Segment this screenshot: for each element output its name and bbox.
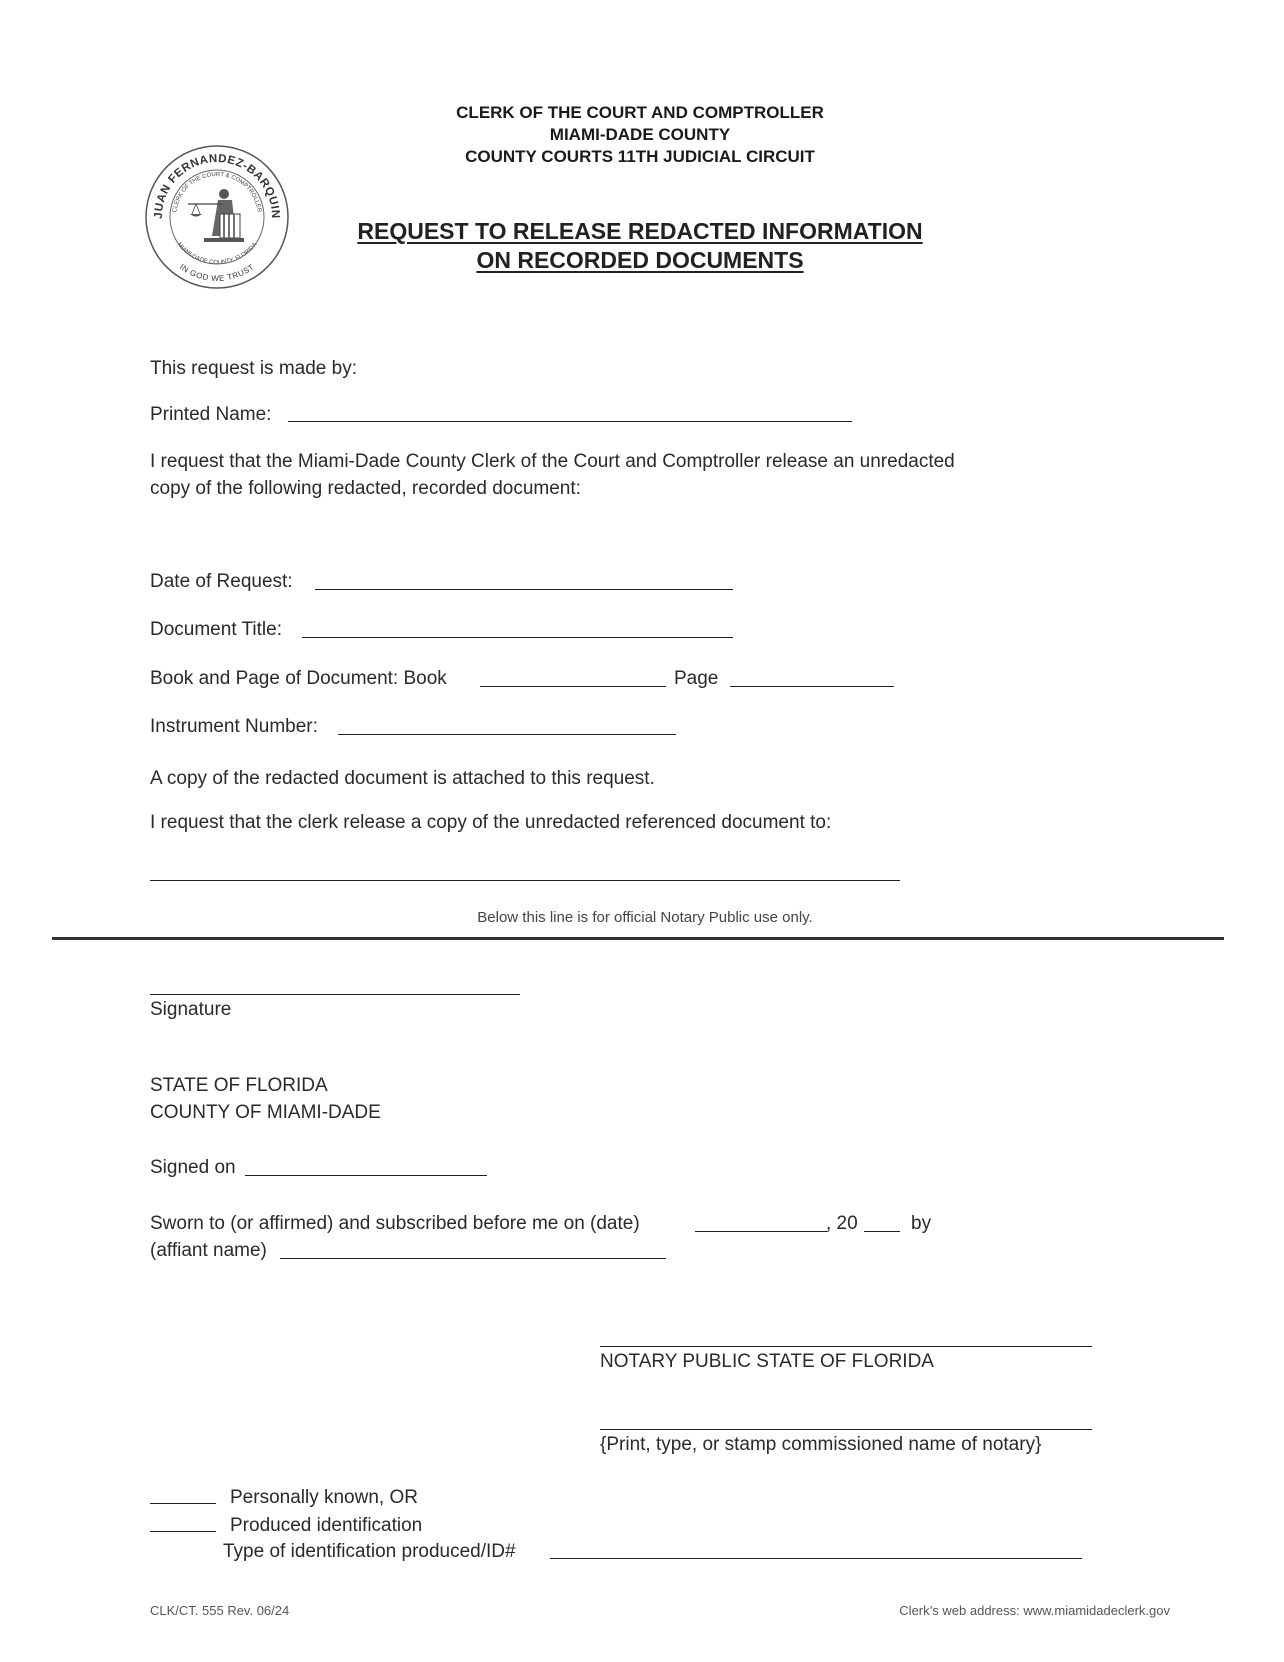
page-label: Page [674, 668, 719, 689]
form-title-line-1: REQUEST TO RELEASE REDACTED INFORMATION [357, 218, 923, 244]
sworn-date-field[interactable] [695, 1231, 828, 1232]
attached-text: A copy of the redacted document is attached to this request. [150, 768, 655, 789]
year-prefix: , 20 [826, 1213, 858, 1234]
svg-text:JUAN FERNANDEZ-BARQUIN: JUAN FERNANDEZ-BARQUIN [152, 152, 282, 220]
county-label: COUNTY OF MIAMI-DADE [150, 1102, 381, 1123]
personally-known-label: Personally known, OR [230, 1487, 418, 1508]
form-number: CLK/CT. 555 Rev. 06/24 [150, 1603, 290, 1618]
web-address: Clerk’s web address: www.miamidadeclerk.gov [899, 1603, 1170, 1618]
header-line-2: MIAMI-DADE COUNTY [549, 125, 731, 144]
book-field[interactable] [480, 686, 666, 687]
notary-name-field[interactable] [600, 1429, 1092, 1430]
signed-on-field[interactable] [245, 1175, 487, 1176]
document-title-label: Document Title: [150, 619, 282, 640]
produced-id-label: Produced identification [230, 1515, 423, 1536]
affiant-name-label: (affiant name) [150, 1240, 267, 1261]
signed-on-label: Signed on [150, 1157, 236, 1178]
book-label: Book and Page of Document: Book [150, 668, 447, 689]
header-line-1: CLERK OF THE COURT AND COMPTROLLER [456, 103, 824, 122]
by-text: by [911, 1213, 932, 1234]
date-of-request-label: Date of Request: [150, 571, 293, 592]
form-title-line-2: ON RECORDED DOCUMENTS [476, 247, 804, 273]
signature-field[interactable] [150, 994, 520, 995]
clerk-seal-icon [144, 144, 290, 290]
printed-name-label: Printed Name: [150, 404, 272, 425]
notary-signature-field[interactable] [600, 1346, 1092, 1347]
request-text-line-1: I request that the Miami-Dade County Clerk of the Court and Comptroller release an unredacted [150, 451, 955, 472]
date-of-request-field[interactable] [315, 589, 733, 590]
printed-name-field[interactable] [288, 421, 852, 422]
notary-divider [52, 937, 1224, 940]
notary-public-label: NOTARY PUBLIC STATE OF FLORIDA [600, 1351, 934, 1372]
id-type-field[interactable] [550, 1558, 1082, 1559]
intro-text: This request is made by: [150, 358, 357, 379]
year-field[interactable] [864, 1231, 900, 1232]
document-title-field[interactable] [302, 637, 733, 638]
instrument-number-label: Instrument Number: [150, 716, 318, 737]
header-line-3: COUNTY COURTS 11TH JUDICIAL CIRCUIT [465, 147, 815, 166]
request-text-line-2: copy of the following redacted, recorded document: [150, 478, 581, 499]
sworn-text: Sworn to (or affirmed) and subscribed before me on (date) [150, 1213, 640, 1234]
svg-text:CLERK OF THE COURT & COMPTROLL: CLERK OF THE COURT & COMPTROLLER [172, 171, 262, 213]
svg-text:MIAMI-DADE COUNTY, FLORIDA: MIAMI-DADE COUNTY, FLORIDA [175, 241, 259, 267]
notary-name-label: {Print, type, or stamp commissioned name of notary} [600, 1434, 1042, 1455]
produced-id-field[interactable] [150, 1531, 216, 1532]
release-to-field[interactable] [150, 880, 900, 881]
svg-text:IN GOD WE TRUST: IN GOD WE TRUST [177, 262, 257, 283]
id-type-label: Type of identification produced/ID# [223, 1541, 516, 1562]
notary-notice: Below this line is for official Notary Public use only. [477, 909, 813, 926]
release-to-text: I request that the clerk release a copy of the unredacted referenced document to: [150, 812, 832, 833]
page-field[interactable] [730, 686, 894, 687]
affiant-name-field[interactable] [280, 1258, 666, 1259]
instrument-number-field[interactable] [338, 734, 676, 735]
signature-label: Signature [150, 999, 232, 1020]
state-label: STATE OF FLORIDA [150, 1075, 328, 1096]
personally-known-field[interactable] [150, 1503, 216, 1504]
